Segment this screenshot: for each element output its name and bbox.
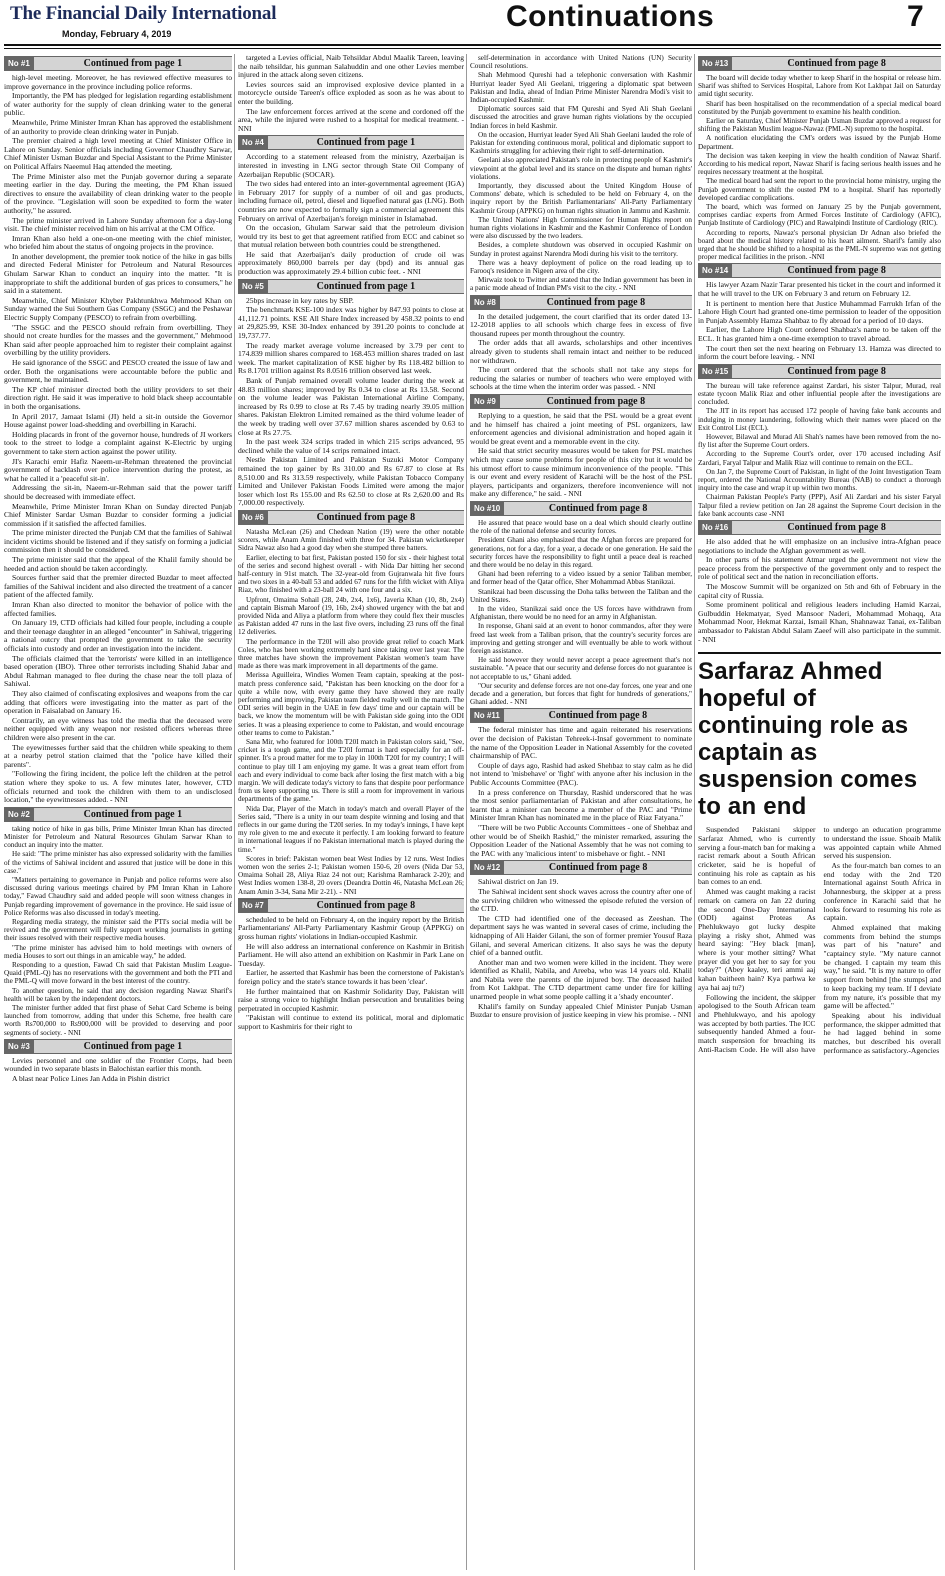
article-paragraph: Suspended Pakistani skipper Sarfaraz Ahmed, who is currently serving a four-match ban for making a racist remark about a South African cricketer, said he is hopeful of continuing his role as captain as his ban comes to an end.: [698, 825, 816, 887]
article-continuation-13: [698, 56, 941, 261]
article-paragraph: The board will decide today whether to keep Sharif in the hospital or release him. Sharif was shifted to Services Hospital, Lahore from Kot Lakhpat Jail on Saturday amid tight security.: [698, 74, 941, 99]
article-paragraph: Besides, a complete shutdown was observed in occupied Kashmir on Sunday in protest against Narendra Modi during his visit to the territory.: [470, 241, 692, 258]
continuation-header-bar: [470, 708, 692, 723]
continuation-headline: Continued from page 8: [787, 265, 886, 277]
article-paragraph: The United Nations' High Commissioner for Human Rights report on human rights violations in Kashmir and the Kashmir Conference of London were also discussed by the two leaders.: [470, 215, 692, 241]
article-paragraph: Holding placards in front of the governor house, hundreds of JI workers took to the street to lodge a complaint against K-Electric by urging government to take stern action against the power utility.: [4, 429, 232, 456]
article-continuation-6: [238, 510, 464, 896]
article-paragraph: The ready market average volume increased by 3.79 per cent to 174.839 million shares compared to 168.453 million shares traded on last week. The market capitalization of KSE higher by Rs 118.482 billion to Rs 8.1701 trillion against Rs 8.0516 trillion observed last week.: [238, 340, 464, 376]
article-paragraph: Geelani also appreciated Pakistan's role in protecting people of Kashmir's viewpoint at the global level and its stance on the dispute and human rights' violations.: [470, 156, 692, 181]
masthead-rule-thin: [4, 48, 941, 49]
continuation-header-bar: [470, 394, 692, 409]
article-paragraph: Bank of Punjab remained overall volume leader during the week at 48.83 million shares; improved by Rs 0.34 to close at Rs 13.58. Second on the volume leader was Pakistan International Airline Company, increased by Rs 0.99 to close at Rs 7.45 by trading nearly 39.05 million shares. Pakistan Elektron Limited remained as the third volume leader of the week by trading well over 37.67 million shares ascended by 0.63 to close at Rs 27.75.: [238, 376, 464, 437]
article-paragraph: The prime minister said that the appeal of the Khalil family should be heeded and action should be taken accordingly.: [4, 555, 232, 573]
continuation-header-bar: [698, 520, 941, 535]
article-paragraph: Nestle Pakistan Limited and Pakistan Suzuki Motor Company remained the top gainer by Rs 310.00 and Rs 67.87 to close at Rs 8,510.00 and Rs 313.59 respectively, while Pakistan Tobacco Company Limited and Unilever Pakistan Foods Limited were among the major loser which lost Rs 155.00 and Rs 62.50 to close at Rs 2,620.00 and Rs 7,000.00 respectively.: [238, 455, 464, 508]
article-continuation-7-cont: [470, 54, 692, 293]
article-paragraph: Earlier, the Lahore High Court ordered Shahbaz's name to be taken off the ECL. It has granted him a one-time exemption to travel abroad.: [698, 325, 941, 344]
article-paragraph: targeted a Levies official, Naib Tehsildar Abdul Maalik Tareen, leaving the naib tehsildar, his gunman Salahuddin and one other Levies member injured in the attack along seven citizens.: [238, 54, 464, 80]
article-paragraph: His lawyer Azam Nazir Tarar presented his ticket in the court and informed it that he will travel to the UK on February 3 and return on February 12.: [698, 280, 941, 299]
continuation-tag: No #6: [238, 511, 268, 524]
article-paragraph: Merissa Aguilleira, Windies Women Team captain, speaking at the post-match press conference said, "Pakistan has been knocking on the door for a quite a while now, with every game they have showed they are really performing and improving, Pakistan team fielded really well in the match. The ODI series will begin in the UAE in few days' time and our captain will be back, we know the momentum will be with Pakistan side going into the ODI series. It was a pleasing experience to come to Pakistan, and would encourage other teams to come to Pakistan.": [238, 671, 464, 737]
article-paragraph: The federal minister has time and again reiterated his reservations over the decision of Pakistan Tehreek-i-Insaf government to nominate the name of the Opposition Leader in National Assembly for the coveted chairmanship of PAC.: [470, 725, 692, 761]
article-paragraph: However, Bilawal and Murad Ali Shah's names have been removed from the no-fly list after the Supreme Court orders.: [698, 433, 941, 450]
article-body: [238, 54, 464, 133]
continuation-headline: Continued from page 8: [546, 296, 646, 308]
continuation-headline: Continued from page 8: [546, 396, 646, 408]
continuation-headline: Continued from page 8: [316, 899, 416, 911]
article-continuation-4: [238, 135, 464, 276]
continuation-tag: No #13: [698, 57, 732, 70]
article-paragraph: Regarding media strategy, the minister said the PTI's social media will be revived and the government will fully support working journalists in getting their issues resolved with their respective media houses.: [4, 917, 232, 943]
article-paragraph: On January 19, CTD officials had killed four people, including a couple and their teenage daughter in an alleged "encounter" in Sahiwal, triggering a national outcry that prompted the government to take the security officials into custody and order an investigation into the incident.: [4, 618, 232, 653]
masthead: [0, 0, 945, 44]
article-paragraph: On the occasion, Hurriyat leader Syed Ali Shah Geelani lauded the role of Pakistan for extending continuous moral, political and diplomatic support to Kashmiris struggling for achieving their right to self-determination.: [470, 130, 692, 156]
article-body: [4, 74, 232, 805]
article-paragraph: Importantly, the PM has pledged for legislation regarding establishment of water authority for the supply of clean drinking water to the general public.: [4, 91, 232, 118]
continuation-headline: Continued from page 1: [83, 808, 183, 820]
article-paragraph: Contrarily, an eye witness has told the media that the deceased were neither equipped with any weapon nor resisted officers whereas three children were also present in the car.: [4, 715, 232, 742]
article-body: [698, 382, 941, 518]
continuation-header-bar: [698, 56, 941, 71]
continuation-header-bar: [4, 807, 232, 822]
article-body: [470, 726, 692, 858]
article-body: [470, 878, 692, 1020]
continuation-header-bar: [238, 279, 464, 294]
continuation-headline: Continued from page 8: [548, 502, 648, 514]
article-paragraph: He said: "The prime minister has also expressed solidarity with the families of the victims of Sahiwal incident and assured that justice will be done in this case.": [4, 850, 232, 875]
article-paragraph: The court then set the next hearing on February 13. Hamza was directed to inform the court before leaving. - NNI: [698, 343, 941, 362]
article-paragraph: He said ignorance of the SSGC and PESCO created the issue of law and order. Both the organisations were accountable before the public and government, he maintained.: [4, 358, 232, 385]
continuation-headline: Continued from page 1: [83, 58, 183, 69]
masthead-rule: [4, 44, 941, 46]
continuation-header-bar: [238, 898, 464, 913]
article-paragraph: The prime minister directed the Punjab CM that the families of Sahiwal incident victims should be listened and if they satisfy on forming a judicial commission then it should be considered.: [4, 528, 232, 555]
continuation-header-bar: [470, 860, 692, 875]
article-paragraph: Imran Khan also directed to monitor the behavior of police with the affected families.: [4, 600, 232, 618]
article-paragraph: The Sahiwal incident sent shock waves across the country after one of the surviving children who witnessed the episode refuted the version of the CTD.: [470, 886, 692, 914]
article-paragraph: Sahiwal district on Jan 19.: [478, 877, 559, 887]
article-paragraph: Chairman Pakistan People's Party (PPP), Asif Ali Zardari and his sister Faryal Talpur filed a review petition on Jan 28 against the Supreme Court decision in the fake bank accounts case -NNI: [698, 493, 941, 518]
article-body: [470, 519, 692, 706]
article-body: [698, 538, 941, 644]
article-paragraph: He said however they would never accept a peace agreement that's not sustainable. "A peace that our security and defense forces do not guarantee is not acceptable to us," Ghani added.: [470, 656, 692, 681]
continuation-tag: No #3: [4, 1040, 34, 1053]
article-paragraph: Upfront, Omaima Sohail (28, 24b, 2x4, 1x6), Javeria Khan (10, 8b, 2x4) and captain Bismah Maroof (19, 16b, 2x4) showed urgency with the bat and provided Nida and Aliya a platform from where they could flex their muscles as Pakistan added 47 runs in the last five overs, including 23 runs off the final 12 deliveries.: [238, 595, 464, 637]
article-paragraph: As the four-match ban comes to an end today with the 2nd T20 International against South Africa in Johannesburg, the skipper at a press conference in Karachi said that he looks forward to resuming his role as captain.: [823, 861, 941, 923]
article-paragraph: He said that Azerbaijan's daily production of crude oil was approximately 860,000 barrels per day (bpd) and its annual gas production was approximately 29.4 billion cubic feet. - NNI: [238, 249, 464, 277]
article-body: [238, 528, 464, 896]
article-paragraph: On the occasion, Ghulam Sarwar said that the petroleum division would try its best to get that agreement ratified from ECC and cabinet so that mutual relation between both countries could be strengthened.: [238, 223, 464, 250]
article-paragraph: Another man and two women were killed in the incident. They were identified as Khalil, Nabila, and Areeba, who was 14 years old. Khalil and Nabila were the parents of the injured boy. The deceased hailed from Kot Lakhpat. The CTD department came under fire for killing unarmed people in what some people calling it a 'shady encounter'.: [470, 957, 692, 1002]
continuation-tag: No #9: [470, 395, 500, 408]
article-paragraph: The board, which was formed on January 25 by the Punjab government, comprises cardiac experts from Armed Forces Institute of Cardiology (AFIC), Punjab Institute of Cardiology (PIC) and Rawalpindi Institute of Cardiology (RIC).: [698, 203, 941, 228]
article-paragraph: high-level meeting. Moreover, he has reviewed effective measures to improve governance in the province including police reforms.: [4, 73, 232, 91]
article-paragraph: JI's Karachi emir Hafiz Naeem-ur-Rehman threatened the provincial government of backlash over police intervention during the protest, as what he called it a 'peaceful sit-in'.: [4, 456, 232, 483]
article-paragraph: Mirwaiz took to Twitter and stated that the Indian government has been in a panic mode ahead of Indian PM's visit to the city. - NNI: [470, 276, 692, 293]
article-body: [698, 74, 941, 261]
article-paragraph: In April 2017, Jamaat Islami (JI) held a sit-in outside the Governor House against power load-shedding and overbilling in Karachi.: [4, 411, 232, 430]
continuation-headline: Continued from page 1: [316, 280, 416, 292]
continuation-header-bar: [4, 1039, 232, 1054]
article-paragraph: The court ordered that the schools shall not take any steps for reducing the salaries or number of teachers who were employed with schools at the time when the interim order was passed. - NNI: [470, 365, 692, 392]
continuation-tag: No #12: [470, 861, 504, 874]
article-paragraph: "The prime minister has advised him to hold meetings with owners of media Houses to sort out things in an amicable way," he added.: [4, 943, 232, 960]
article-paragraph: Natasha McLean (26) and Chedean Nation (19) were the other notable scorers, while Anam Amin finished with three for 34. Pakistan wicketkeeper Sidra Nawaz also had a good day when she stumped three batters.: [238, 527, 464, 553]
page-number: 7: [907, 0, 924, 33]
article-body: [238, 297, 464, 508]
continuation-headline: Continued from page 8: [787, 522, 886, 534]
article-paragraph: "Our security and defense forces are not one-day forces, one year and one decade and a generation, but forces that fight for hundreds of generations," Ghani added. - NNI: [470, 681, 692, 707]
article-paragraph: The CTD had identified one of the deceased as Zeeshan. The department says he was wanted in several cases of crime, including the kidnapping of Ali Haider Gilani, the son of former premier Yousuf Raza Gilani, and several American citizens. It also says he was the deputy chief of a banned outfit.: [470, 913, 692, 958]
article-paragraph: The order adds that all awards, scholarships and other incentives already given to students shall remain intact and neither to be reduced nor withdrawn.: [470, 338, 692, 365]
continuation-tag: No #7: [238, 899, 268, 912]
article-paragraph: In a press conference on Thursday, Rashid underscored that he was the most senior parliamentarian of Pakistan and after consultations, he learnt that a minister can become a member of the PAC and "Prime Minister Imran Khan has nominated me in the place of Riaz Fatyana.": [470, 787, 692, 823]
article-paragraph: "The SSGC and the PESCO should refrain from overbilling. They should not create hurdles for the masses and the government," Mehmood Khan said after people approached him to register their complaint against overbilling by the utility providers.: [4, 322, 232, 358]
continuation-tag: No #4: [238, 136, 268, 149]
article-paragraph: 25bps increase in key rates by SBP.: [246, 295, 354, 305]
issue-date: Monday, February 4, 2019: [62, 29, 172, 39]
article-paragraph: The KP chief minister directed both the utility providers to set their direction right. He said it was imperative to hold black sheep accountable in both the organisations.: [4, 384, 232, 411]
article-body: [470, 54, 692, 293]
article-paragraph: In another development, the premier took notice of the hike in gas bills and directed Federal Minister for Petroleum and Natural Resources Ghulam Sarwar Khan to conduct an inquiry into the matter. "It is inappropriate to shift the additional burden of gas prices to consumers," he said in a statement.: [4, 251, 232, 296]
article-paragraph: "Matters pertaining to governance in Punjab and police reforms were also discussed during various meetings chaired by PM Imran Khan in Lahore today," Fawad Chaudhry said and added people will soon witness changes in Punjab regarding improvement of governance in the province. He said issue of Police Reforms was also discussed in today's meeting.: [4, 875, 232, 917]
article-paragraph: Earlier, electing to bat first, Pakistan posted 150 for six - their highest total of the series and second highest overall - with Nida Dar hitting her second half-century in 91st match. The 32-year-old from Gujranwala hit five fours and two sixes in a 40-ball 53 and added 67 runs for the fifth wicket with Aliya Riaz, who finished with a 23-ball 24 with one four and a six.: [238, 553, 464, 595]
article-paragraph: Stanikzai had been discussing the Doha talks between the Taliban and the United States.: [470, 587, 692, 604]
sports-headline: Sarfaraz Ahmed hopeful of continuing role as captain as suspension comes to an end: [698, 652, 941, 820]
article-paragraph: Meanwhile, Chief Minister Khyber Pakhtunkhwa Mehmood Khan on Sunday warned the Sui Southern Gas Company (SSGC) and the Peshawar Electric Supply Company (PESCO) to refrain from overbilling.: [4, 295, 232, 323]
article-paragraph: President Ghani also emphasized that the Afghan forces are prepared for generations, not for a day, for a year, a decade or one generation. He said the security forces have the responsibility to fight until a peace deal is reached and there would be no delay in this regard.: [470, 536, 692, 569]
article-paragraph: scheduled to be held on February 4, on the inquiry report by the British Parliamentarians' All-Party Parliamentary Kashmir Group (APPKG) on gross human rights' violations in Indian-occupied Kashmir.: [238, 914, 464, 942]
article-paragraph: The eyewitnesses further said that the children while speaking to them at a nearby petrol station claimed that the "police have killed their parents".: [4, 742, 232, 769]
continuation-headline: Continued from page 8: [787, 365, 886, 377]
newspaper-title: The Financial Daily International: [10, 3, 277, 24]
continuation-tag: No #8: [470, 296, 500, 309]
article-paragraph: The Moscow Summit will be organized on 5th and 6th of February in the capital city of Russia.: [698, 582, 941, 600]
sports-article-body: [698, 826, 941, 1055]
article-paragraph: The medical board had sent the report to the provincial home ministry, urging the Punjab government to shift the ousted PM to a hospital. Sharif has reportedly developed cardiac complications.: [698, 177, 941, 202]
continuation-tag: No #11: [470, 709, 504, 722]
column-1: [4, 54, 232, 1570]
article-paragraph: Khalil's family on Sunday appealed Chief Minister Punjab Usman Buzdar to ensure provision of justice keeping in view his promise. - NNI: [470, 1001, 692, 1020]
article-paragraph: The Prime Minister also met the Punjab governor during a separate meeting earlier in the day. During the meeting, the PM Khan issued directives to ensure the availability of clean drinking water to the people of the province. "Legislation will soon be expedited to form the water authority," he assured.: [4, 171, 232, 215]
continuation-header-bar: [698, 263, 941, 278]
article-paragraph: Earlier on Saturday, Chief Minister Punjab Usman Buzdar approved a request for shifting the Pakistan Muslim league-Nawaz (PML-N) supremo to the hospital.: [698, 117, 941, 134]
continuation-header-bar: [4, 56, 232, 71]
article-paragraph: Ghani had been referring to a video issued by a senior Taliban member, and former head of the Qatar office, Sher Mohammad Abbas Stanikzai.: [470, 570, 692, 587]
continuation-headline: Continued from page 8: [316, 511, 416, 523]
continuation-header-bar: [470, 295, 692, 310]
continuation-headline: Continued from page 1: [83, 1040, 183, 1052]
continuation-headline: Continued from page 8: [548, 710, 648, 722]
column-2: [238, 54, 464, 1570]
article-paragraph: The benchmark KSE-100 index was higher by 847.93 points to close at 41,112.71 points. KSE All Share Index increased by 458.32 points to end at 29,825.99, KSE 30-Index enhanced by 391.20 points to conclude at 19,737.77.: [238, 305, 464, 341]
continuation-header-bar: [698, 364, 941, 379]
continuation-tag: No #16: [698, 521, 732, 534]
article-paragraph: Meanwhile, Prime Minister Imran Khan has approved the establishment of an authority to provide clean drinking water in Punjab.: [4, 117, 232, 136]
article-paragraph: Imran Khan also held a one-on-one meeting with the chief minister, who briefed him about the status of ongoing projects in the province.: [4, 233, 232, 252]
article-paragraph: The performance in the T20I will also provide great relief to coach Mark Coles, who has been working extremely hard since taking over last year. The three matches have shown the improvement Pakistan women's team have made as there was mark improvement in all departments of the game.: [238, 637, 464, 671]
article-paragraph: The law enforcement forces arrived at the scene and cordoned off the area, while the injured were rushed to a hospital for medical treatment. - NNI: [238, 106, 464, 133]
article-paragraph: In other parts of his statement Atmar urged the government not view the peace process from the perspective of the government only and to respect the role of political sect and the nation in reconciliation efforts.: [698, 555, 941, 582]
continuation-header-bar: [238, 510, 464, 525]
article-paragraph: Speaking about his individual performance, the skipper admitted that he had lagged behind in some matches, but described his overall performance as satisfactory.-Agencies: [823, 1010, 941, 1055]
article-continuation-10: [470, 501, 692, 706]
article-paragraph: In the video, Stanikzai said once the US forces have withdrawn from Afghanistan, there would be no need for an army in Afghanistan.: [470, 605, 692, 622]
article-paragraph: Diplomatic sources said that FM Qureshi and Syed Ali Shah Geelani discussed the atrocities and grave human rights violations by the occupied Indian forces in held Kashmir.: [470, 105, 692, 130]
article-paragraph: In the detailed judgement, the court clarified that its order dated 13-12-2018 applies to all schools which charge fees in excess of five thousand rupees per month throughout the country.: [470, 311, 692, 338]
article-paragraph: The JIT in its report has accused 172 people of having fake bank accounts and indulging in money laundering, following which their names were placed on the Exit Control List (ECL).: [698, 407, 941, 432]
article-continuation-1: [4, 56, 232, 805]
article-body: [4, 1057, 232, 1084]
article-paragraph: self-determination in accordance with United Nations (UN) Security Council resolutions.: [470, 54, 692, 71]
article-paragraph: Levies personnel and one soldier of the Frontier Corps, had been wounded in two separate blasts in Balochistan earlier this month.: [4, 1055, 232, 1074]
article-continuation-16: [698, 520, 941, 644]
article-paragraph: Levies sources said an improvised explosive device planted in a motorcycle outside Tareen's office exploded as soon as he was about to enter the building.: [238, 79, 464, 106]
article-paragraph: According to reports, Nawaz's personal physician Dr Adnan also briefed the board about the medical history related to his heart ailment. Sharif's family also urged that he should be shifted to a hospital as the PML-N supremo was not getting proper medical facilities in the prison. -NNI: [698, 228, 941, 262]
continuation-tag: No #15: [698, 365, 732, 378]
continuation-header-bar: [238, 135, 464, 150]
article-continuation-12: [470, 860, 692, 1020]
article-paragraph: On Jan 7, the Supreme Court of Pakistan, in light of the Joint Investigation Team report, ordered the National Accountability Bureau (NAB) to conduct a thorough inquiry into the case and wrap it up within two months.: [698, 467, 941, 493]
section-title: Continuations: [506, 0, 715, 33]
article-paragraph: The prime minister arrived in Lahore Sunday afternoon for a day-long visit. The chief minister received him on his arrival at the CM Office.: [4, 215, 232, 234]
article-paragraph: "There will be two Public Accounts Committees - one of Shehbaz and other would be of Sheikh Rashid," the minister remarked, assuring the Opposition Leader of the National Assembly that he was not coming to the PAC with any 'malicious intent' to misbehave or fight. - NNI: [470, 822, 692, 858]
article-paragraph: Sharif has been hospitalised on the recommendation of a special medical board constituted by the Punjab government to examine his health condition.: [698, 99, 941, 116]
column-3: [470, 54, 692, 1570]
article-paragraph: Sana Mir, who featured for 100th T20I match in Pakistan colors said, "See, cricket is a tough game, and the T20I format is hard especially for an off-spinner. It's a proud matter for me to play in 100th T20I for my country; I will continue to play till I am enjoying my game. It was a great team effort from each and every individual to come back after losing the first match with a big margin. We will dedicate today's victory to fans that despite poor performance from us keep supporting us. There is still a room for improvement in various departments of the game.": [238, 737, 464, 804]
article-paragraph: Scores in brief: Pakistan women beat West Indies by 12 runs. West Indies women won the series 2-1; Pakistan women 150-6, 20 overs (Nida Dar 53, Omaima Sohail 28, Aliya Riaz 24 not out; Karishma Ramharack 2-20); and West Indies women 138-8, 20 overs (Deandra Dottin 46, Natasha McLean 26; Anam Amin 3-34, Sana Mir 2-21). - NNI: [238, 854, 464, 896]
article-paragraph: He also added that he will emphasize on an inclusive intra-Afghan peace negotiations to include the Afghan government as well.: [698, 537, 941, 555]
article-continuation-15: [698, 364, 941, 518]
article-continuation-14: [698, 263, 941, 361]
article-paragraph: According to the Supreme Court's order, over 170 accused including Asif Zardari, Faryal Talpur and Malik Riaz will continue to remain on the ECL.: [698, 450, 941, 467]
continuation-tag: No #5: [238, 280, 268, 293]
article-paragraph: Earlier, he asserted that Kashmir has been the cornerstone of Pakistan's foreign policy and the state's stance towards it has been 'clear'.: [238, 968, 464, 986]
article-body: [470, 412, 692, 499]
continuation-header-bar: [470, 501, 692, 516]
continuation-tag: No #1: [4, 57, 34, 70]
article-paragraph: Replying to a question, he said that the PSL would be a great event and he himself has chaired a joint meeting of PSL organizers, law enforcement agencies and divisional administration and hoped again it would be great event and a memorable event in the city.: [470, 411, 692, 446]
article-paragraph: He will also address an international conference on Kashmir in British Parliament. He will also attend an exhibition on Kashmir in Park Lane on Tuesday.: [238, 941, 464, 968]
article-paragraph: The decision was taken keeping in view the health condition of Nawaz Sharif. According to his medical report, Nawaz Sharif is facing serious health issues and he requires necessary treatment at the hospital.: [698, 151, 941, 177]
article-paragraph: In the past week 324 scrips traded in which 215 scrips advanced, 95 declined while the value of 14 scrips remained intact.: [238, 437, 464, 455]
article-paragraph: Nida Dar, Player of the Match in today's match and overall Player of the Series said, "There is a unity in our team despite winning and losing and that reflects in our game during the T20I series. In my today's innings, I have kept my role given to me and execute it perfectly. I am looking forward to feature in international leagues if no Pakistan international match is played during the time.": [238, 804, 464, 854]
column-divider: [694, 54, 695, 1570]
article-paragraph: Meanwhile, Prime Minister Imran Khan on Sunday directed Punjab Chief Minister Sardar Usman Buzdar to consider forming a judicial commission if it satisfied the affected families.: [4, 501, 232, 528]
continuation-tag: No #2: [4, 808, 34, 821]
continuation-tag: No #10: [470, 502, 504, 515]
continuation-headline: Continued from page 8: [548, 862, 648, 874]
article-continuation-8: [470, 295, 692, 392]
article-paragraph: The premier chaired a high level meeting at Chief Minister Office in Lahore on Sunday. Senior officials including Governor Chaudhry Sarwar, Chief Minister Usman Buzdar and Special Assistant to the Prime Minister on Political Affairs Naeemul Haq attended the meeting.: [4, 136, 232, 171]
article-paragraph: Following the incident, the skipper apologised to the South African team and Phehlukwayo, and his apology was accepted by both parties. The ICC subsequently handed Ahmed a four-match suspension for breaching its Anti-Racism Code. He will also have to undergo an education programme to understand the issue. Shoaib Malik was appointed captain while Ahmed served his suspension.: [698, 825, 941, 1054]
article-paragraph: A blast near Police Lines Jan Adda in Pishin district: [12, 1073, 170, 1083]
article-paragraph: "Pakistan will continue to extend its political, moral and diplomatic support to Kashmiris for their right to: [238, 1013, 464, 1031]
article-continuation-9: [470, 394, 692, 499]
article-paragraph: Couple of days ago, Rashid had asked Shehbaz to stay calm as he did not intend to 'misbehave' or 'fight' with anyone after his inclusion in the Public Accounts Committee (PAC).: [470, 760, 692, 787]
article-continuation-7: [238, 898, 464, 1032]
article-paragraph: The officials claimed that the 'terrorists' were killed in an intelligence based operation (IBO). Three other terrorists including Shahid Jabar and Abdul Rahman managed to flee during the chase near the toll plaza of Sahiwal.: [4, 653, 232, 689]
article-paragraph: The minister further added that first phase of Sehat Card Scheme is being launched from tomorrow, adding that under this Scheme, free health care worth Rs700,000 to Rs900,000 will be provided to deserving and poor segments of society. - NNI: [4, 1003, 232, 1037]
article-paragraph: Importantly, they discussed about the United Kingdom House of Commons' debate, which is scheduled to be held on February 4, on the inquiry report by the British Parliamentarians' All-Party Parliamentary Kashmir Group (APPKG) on human rights situation in Jammu and Kashmir.: [470, 182, 692, 215]
article-paragraph: It is pertinent to mention here that Justice Muhammad Farrukh Irfan of the Lahore High Court had granted one-time permission to leader of the opposition in Punjab Assembly Hamza Shahbaz to fly abroad for a period of 10 days.: [698, 298, 941, 325]
continuation-headline: Continued from page 8: [787, 58, 886, 69]
article-continuation-3-cont: [238, 54, 464, 133]
article-paragraph: According to a statement released from the ministry, Azerbaijan is interested in investing in LNG sector through State Oil Company of Azerbaijan Republic (SOCAR).: [238, 152, 464, 179]
article-body: [698, 281, 941, 361]
article-paragraph: He further maintained that on Kashmir Solidarity Day, Pakistan will raise a strong voice to highlight Indian persecution and brutalities being perpetrated in occupied Kashmir.: [238, 986, 464, 1013]
continuation-headline: Continued from page 1: [316, 137, 416, 149]
article-body: [238, 153, 464, 276]
article-paragraph: He assured that peace would base on a deal which should clearly outline the role of the national defense and security forces.: [470, 518, 692, 536]
article-paragraph: The bureau will take reference against Zardari, his sister Talpur, Murad, real estate tycoon Malik Riaz and other influential people after the investigations are concluded.: [698, 381, 941, 407]
article-paragraph: Responding to a question, Fawad Ch said that Pakistan Muslim League-Quaid (PML-Q) has no reservations with the government and both the PTI and the PML-Q will move forward in the best interest of the country.: [4, 960, 232, 986]
article-paragraph: The two sides had entered into an inter-governmental agreement (IGA) in February 2017 for supply of a number of oil and gas products, including furnace oil, petrol, diesel and liquefied natural gas (LNG). Both countries are now expected to formally sign a commercial agreement this February on arrival of Azerbaijan's foreign minister in Islamabad.: [238, 179, 464, 223]
column-4: [698, 54, 941, 1570]
article-body: [238, 916, 464, 1032]
article-continuation-5: [238, 279, 464, 508]
article-continuation-3: [4, 1039, 232, 1084]
column-divider: [234, 54, 235, 1570]
article-paragraph: In response, Ghani said at an event to honor commandos, after they were freed last week from a Taliban prison, that the country's security forces are improving and getting stronger and will eventually be able to work without foreign assistance.: [470, 622, 692, 656]
article-paragraph: Shah Mehmood Qureshi had a telephonic conversation with Kashmir Hurriyat leader Syed Ali Geelani, triggering a diplomatic spat between Pakistan and India, ahead of Indian Prime Minister Narendra Modi's visit to Indian-occupied Kashmir.: [470, 71, 692, 105]
article-continuation-2: [4, 807, 232, 1037]
article-paragraph: Addressing the sit-in, Naeem-ur-Rehman said that the power tariff should be decreased with immediate effect.: [4, 483, 232, 501]
article-paragraph: He said that strict security measures would be taken for PSL matches which may cause some problems for people of this city but it would be his utmost effort to cause minimum inconvenience of the people. "This is our event and every resident of Karachi will be the host of the PSL players, participants and organizers, therefore inconvenience will not make any difference," he said. - NNI: [470, 446, 692, 499]
continuation-tag: No #14: [698, 264, 732, 277]
article-paragraph: Ahmed explained that making comments from behind the stumps was part of his "nature" and "captaincy style. "My nature cannot be changed. I captain my team this way," he said. "It is my nature to offer support from behind [the stumps] and to keep backing my team. If I deviate from my nature, it's possible that my game will be affected.": [823, 922, 941, 1011]
column-divider: [466, 54, 467, 1570]
article-paragraph: They also claimed of confiscating explosives and weapons from the car adding that officers were investigating into the matter as part of the operation in Faisalabad on January 16.: [4, 688, 232, 716]
article-paragraph: There was a heavy deployment of police on the road leading up to Farooq's residence in Nigeen area of the city.: [470, 258, 692, 276]
article-paragraph: Ahmed was caught making a racist remark on camera on Jan 22 during the second One-Day International (ODI) against Proteas As Phehlukwayo got lucky despite playing a risky shot, Ahmed was heard saying: "Hey black [man], where is your mother sitting? What prayer did you get her to say for you today?" (Abey kaaley, teri ammi aaj kahan baitheen hain? Kya parhwa ke aya hai aaj tu?): [698, 887, 816, 992]
article-paragraph: A notification elucidating the CM's orders was issued by the Punjab Home Department.: [698, 134, 941, 151]
article-body: [4, 825, 232, 1037]
article-body: [470, 313, 692, 392]
article-paragraph: "Following the firing incident, the police left the children at the petrol station where they spoke to us. A few minutes later, however, CTD officials returned and took the children with them to an undisclosed location," the eyewitnesses added. - NNI: [4, 769, 232, 805]
article-paragraph: To another question, he said that any decision regarding Nawaz Sharif's health will be taken by the independent doctors.: [4, 986, 232, 1003]
article-paragraph: Some prominent political and religious leaders including Hamid Karzai, Gulbuddin Hekmatyar, Syed Mansoor Naderi, Mohammad Mohaqq, Ata Mohammad Noor, Hekmat Karzai, Ismail Khan, Shahnawaz Tanai, ex-Taliban ambassador to Pakistan Abdul Salam Zaeef will also participate in the summit. - NNI: [698, 600, 941, 644]
article-paragraph: taking notice of hike in gas bills, Prime Minister Imran Khan has directed Minister for Petroleum and Natural Resources Ghulam Sarwar Khan to conduct an inquiry into the matter.: [4, 824, 232, 850]
article-continuation-11: [470, 708, 692, 858]
article-paragraph: Sources further said that the premier directed Buzdar to meet affected families of the Sahiwal incident and also directed the treatment of a cancer patient of the affected family.: [4, 573, 232, 600]
